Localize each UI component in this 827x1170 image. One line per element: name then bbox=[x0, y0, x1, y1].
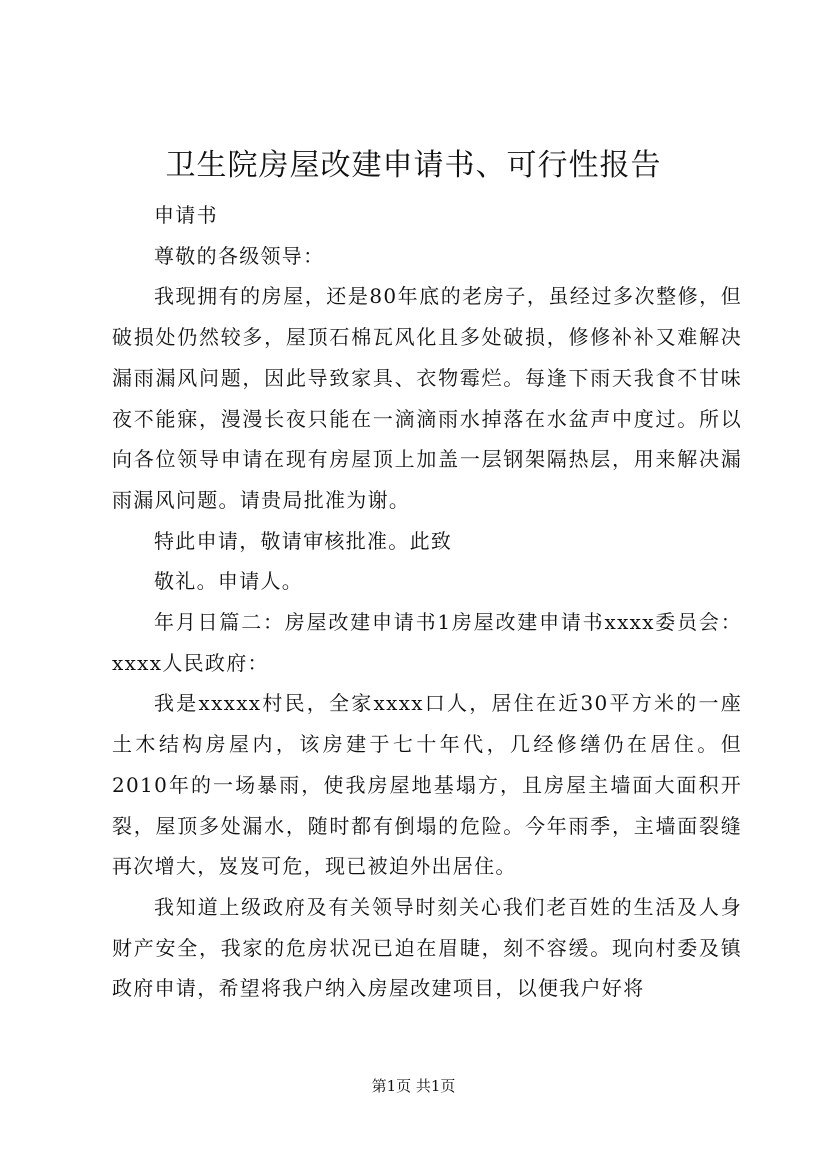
paragraph-house-condition: 我是xxxxx村民，全家xxxx口人，居住在近30平方米的一座土木结构房屋内，该房建于七十年代，几经修缮仍在居住。但2010年的一场暴雨，使我房屋地基塌方，且房屋主墙面大面积开裂，屋顶多处漏水，随时都有倒塌的危险。今年雨季，主墙面裂缝再次增大，岌岌可危，现已被迫外出居住。 bbox=[112, 691, 742, 879]
paragraph-application: 我知道上级政府及有关领导时刻关心我们老百姓的生活及人身财产安全，我家的危房状况已迫在眉睫，刻不容缓。现向村委及镇政府申请，希望将我户纳入房屋改建项目，以便我户好将 bbox=[112, 894, 742, 1001]
paragraph-closing: 敬礼。申请人。 bbox=[154, 569, 304, 594]
paragraph-heading: 申请书 bbox=[154, 203, 218, 227]
paragraph-approval: 特此申请，敬请审核批准。此致 bbox=[154, 528, 453, 553]
page-footer: 第1页 共1页 bbox=[371, 1077, 456, 1095]
paragraph-request: 我现拥有的房屋，还是80年底的老房子，虽经过多次整修，但破损处仍然较多，屋顶石棉瓦风化且多处破损，修修补补又难解决漏雨漏风问题，因此导致家具、衣物霉烂。每逢下雨天我食不甘味夜不能寐，漫漫长夜只能在一滴滴雨水掉落在水盆声中度过。所以向各位领导申请在现有房屋顶上加盖一层钢架隔热层，用来解决漏雨漏风问题。请贵局批准为谢。 bbox=[112, 284, 742, 512]
paragraph-salutation: 尊敬的各级领导： bbox=[154, 243, 325, 268]
document-body bbox=[112, 195, 742, 1009]
document-title: 卫生院房屋改建申请书、可行性报告 bbox=[165, 148, 662, 183]
paragraph-second-letter-header: 年月日篇二：房屋改建申请书1房屋改建申请书xxxx委员会：xxxx人民政府： bbox=[112, 610, 742, 675]
